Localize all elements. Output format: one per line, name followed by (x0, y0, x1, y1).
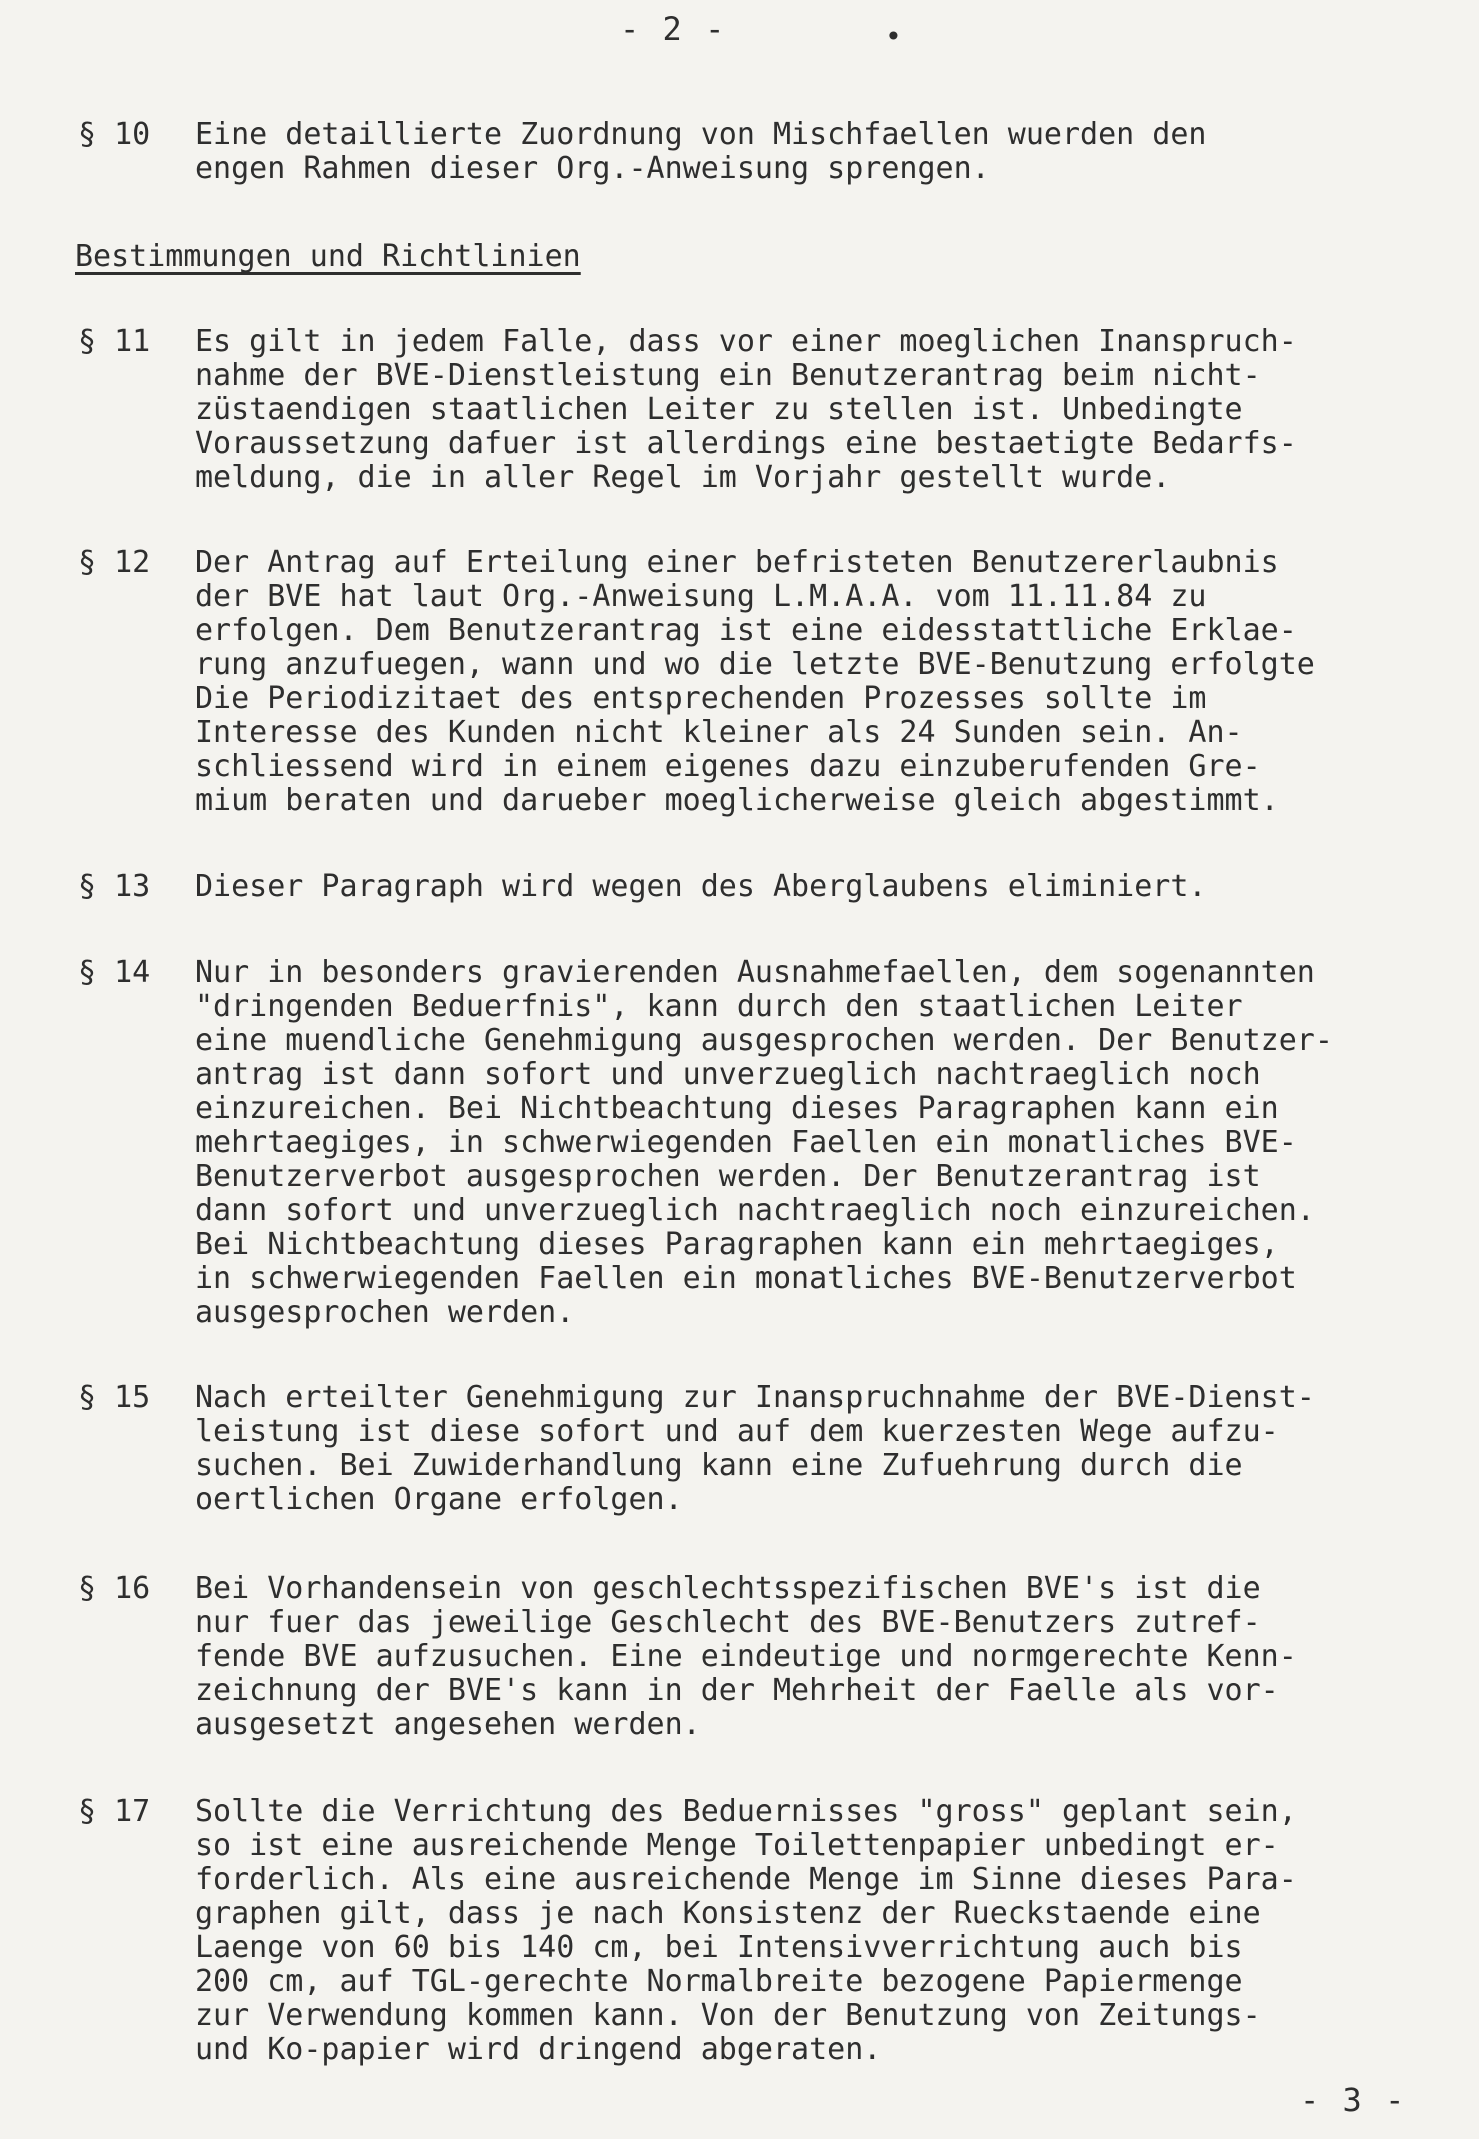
text-line: fende BVE aufzusuchen. Eine eindeutige und normgerechte Kenn- (195, 1639, 1297, 1674)
paragraph-number: § 10 (78, 117, 151, 152)
text-line: antrag ist dann sofort und unverzueglich nachtraeglich noch (195, 1057, 1261, 1092)
text-line: Eine detaillierte Zuordnung von Mischfaellen wuerden den (195, 117, 1207, 152)
text-line: einzureichen. Bei Nichtbeachtung dieses Paragraphen kann ein (195, 1091, 1279, 1126)
paragraph-number: § 15 (78, 1380, 151, 1415)
text-line: erfolgen. Dem Benutzerantrag ist eine eidesstattliche Erklae- (195, 613, 1297, 648)
section-heading: Bestimmungen und Richtlinien (75, 239, 581, 274)
text-line: rung anzufuegen, wann und wo die letzte BVE-Benutzung erfolgte (195, 647, 1315, 682)
text-line: leistung ist diese sofort und auf dem kuerzesten Wege aufzu- (195, 1414, 1279, 1449)
text-line: Bei Vorhandensein von geschlechtsspezifischen BVE's ist die (195, 1571, 1261, 1606)
text-line: ausgesetzt angesehen werden. (195, 1707, 701, 1742)
text-line: der BVE hat laut Org.-Anweisung L.M.A.A. vom 11.11.84 zu (195, 579, 1207, 614)
paragraph-text (195, 1381, 1479, 1517)
text-line: zur Verwendung kommen kann. Von der Benutzung von Zeitungs- (195, 1998, 1261, 2033)
next-page-marker: - 3 - (1300, 2081, 1407, 2119)
text-line: eine muendliche Genehmigung ausgesprochen werden. Der Benutzer- (195, 1023, 1333, 1058)
paragraph-text (195, 870, 1479, 904)
text-line: schliessend wird in einem eigenes dazu einzuberufenden Gre- (195, 749, 1261, 784)
text-line: Laenge von 60 bis 140 cm, bei Intensivverrichtung auch bis (195, 1930, 1243, 1965)
text-line: Nach erteilter Genehmigung zur Inanspruchnahme der BVE-Dienst- (195, 1380, 1315, 1415)
text-line: mium beraten und darueber moeglicherweise gleich abgestimmt. (195, 783, 1279, 818)
text-line: forderlich. Als eine ausreichende Menge im Sinne dieses Para- (195, 1862, 1297, 1897)
text-line: 200 cm, auf TGL-gerechte Normalbreite bezogene Papiermenge (195, 1964, 1243, 1999)
text-line: oertlichen Organe erfolgen. (195, 1482, 683, 1517)
text-line: und Ko-papier wird dringend abgeraten. (195, 2032, 882, 2067)
text-line: nur fuer das jeweilige Geschlecht des BVE-Benutzers zutref- (195, 1605, 1261, 1640)
text-line: Der Antrag auf Erteilung einer befristeten Benutzererlaubnis (195, 545, 1279, 580)
text-line: zeichnung der BVE's kann in der Mehrheit der Faelle als vor- (195, 1673, 1279, 1708)
paragraph-number: § 16 (78, 1571, 151, 1606)
text-line: Voraussetzung dafuer ist allerdings eine bestaetigte Bedarfs- (195, 426, 1297, 461)
paragraph-number: § 14 (78, 955, 151, 990)
paragraph-number: § 11 (78, 324, 151, 359)
paragraph-text (195, 1795, 1479, 2067)
paragraph-number: § 13 (78, 869, 151, 904)
text-line: Interesse des Kunden nicht kleiner als 24 Sunden sein. An- (195, 715, 1243, 750)
paragraph-text (195, 325, 1479, 495)
text-line: Dieser Paragraph wird wegen des Aberglaubens eliminiert. (195, 869, 1207, 904)
page-mark: • (885, 20, 902, 53)
text-line: suchen. Bei Zuwiderhandlung kann eine Zufuehrung durch die (195, 1448, 1243, 1483)
paragraph-text (195, 546, 1479, 818)
text-line: züstaendigen staatlichen Leiter zu stellen ist. Unbedingte (195, 392, 1243, 427)
text-line: dann sofort und unverzueglich nachtraeglich noch einzureichen. (195, 1193, 1315, 1228)
text-line: Sollte die Verrichtung des Beduernisses "gross" geplant sein, (195, 1794, 1297, 1829)
text-line: Benutzerverbot ausgesprochen werden. Der Benutzerantrag ist (195, 1159, 1261, 1194)
text-line: Es gilt in jedem Falle, dass vor einer moeglichen Inanspruch- (195, 324, 1297, 359)
text-line: engen Rahmen dieser Org.-Anweisung sprengen. (195, 151, 990, 186)
paragraph-text (195, 118, 1479, 186)
text-line: mehrtaegiges, in schwerwiegenden Faellen ein monatliches BVE- (195, 1125, 1297, 1160)
page-number: - 2 - (620, 10, 727, 48)
text-line: graphen gilt, dass je nach Konsistenz der Rueckstaende eine (195, 1896, 1261, 1931)
text-line: Die Periodizitaet des entsprechenden Prozesses sollte im (195, 681, 1207, 716)
paragraph-number: § 17 (78, 1794, 151, 1829)
text-line: Nur in besonders gravierenden Ausnahmefaellen, dem sogenannten (195, 955, 1315, 990)
paragraph-number: § 12 (78, 545, 151, 580)
paragraph-text (195, 956, 1479, 1330)
text-line: in schwerwiegenden Faellen ein monatliches BVE-Benutzerverbot (195, 1261, 1297, 1296)
text-line: Bei Nichtbeachtung dieses Paragraphen kann ein mehrtaegiges, (195, 1227, 1279, 1262)
text-line: so ist eine ausreichende Menge Toilettenpapier unbedingt er- (195, 1828, 1279, 1863)
text-line: "dringenden Beduerfnis", kann durch den staatlichen Leiter (195, 989, 1243, 1024)
text-line: ausgesprochen werden. (195, 1295, 575, 1330)
text-line: nahme der BVE-Dienstleistung ein Benutzerantrag beim nicht- (195, 358, 1261, 393)
text-line: meldung, die in aller Regel im Vorjahr gestellt wurde. (195, 460, 1171, 495)
paragraph-text (195, 1572, 1479, 1742)
